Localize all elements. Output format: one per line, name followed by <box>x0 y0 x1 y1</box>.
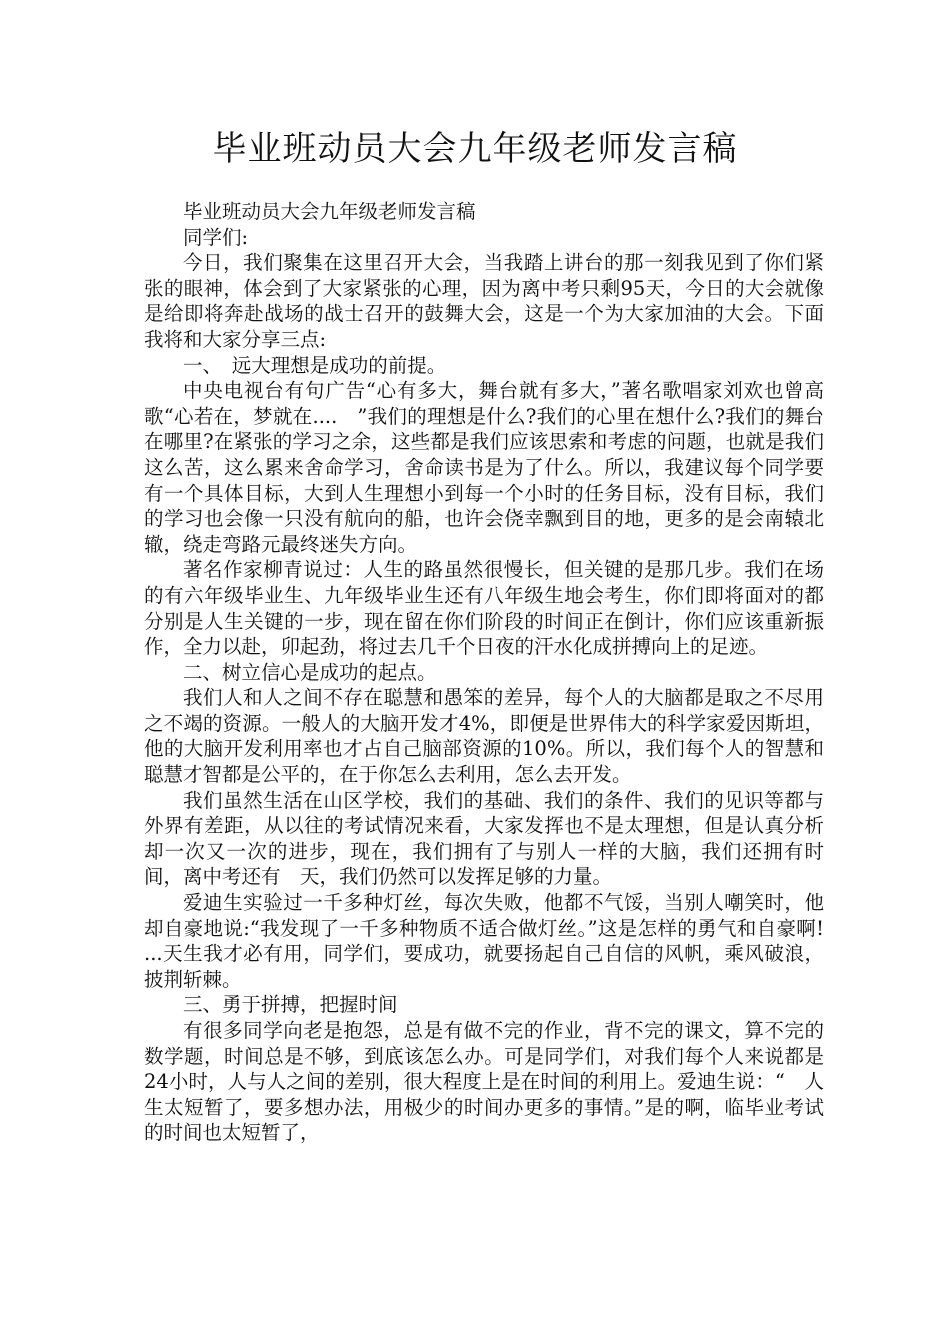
paragraph-salutation: 同学们: <box>183 225 249 249</box>
paragraph-intro: 今日，我们聚集在这里召开大会，当我踏上讲台的那一刻我见到了你们紧张的眼神，体会到了大家紧张的心理，因为离中考只剩95天，今日的大会就像是给即将奔赴战场的战士召开的鼓舞大会，这是一个为大家加油的大会。下面我将和大家分享三点: <box>144 251 824 351</box>
document-body <box>144 199 824 1146</box>
paragraph: 有很多同学向老是抱怨，总是有做不完的作业，背不完的课文，算不完的数学题，时间总是不够，到底该怎么办。可是同学们，对我们每个人来说都是24小时，人与人之间的差别，很大程度上是在时间的利用上。爱迪生说：“ 人生太短暂了，要多想办法，用极少的时间办更多的事情。”是的啊，临毕业考试的时间也太短暂了， <box>144 1019 824 1145</box>
paragraph: 著名作家柳青说过：人生的路虽然很慢长，但关键的是那几步。我们在场的有六年级毕业生、九年级毕业生还有八年级生地会考生，你们即将面对的都分别是人生关键的一步，现在留在你们阶段的时间正在倒计，你们应该重新振作，全力以赴，卯起劲，将过去几千个日夜的汗水化成拼搏向上的足迹。 <box>144 558 824 659</box>
section-heading-2: 二、树立信心是成功的起点。 <box>183 660 437 684</box>
paragraph-subtitle: 毕业班动员大会九年级老师发言稿 <box>183 200 476 223</box>
paragraph: 我们虽然生活在山区学校，我们的基础、我们的条件、我们的见识等都与外界有差距，从以往的考试情况来看，大家发挥也不是太理想，但是认真分析却一次又一次的进步，现在，我们拥有了与别人一样的大脑，我们还拥有时间，离中考还有 天，我们仍然可以发挥足够的力量。 <box>144 788 824 889</box>
section-heading-3: 三、勇于拼搏，把握时间 <box>183 993 398 1017</box>
paragraph: 中央电视台有句广告“心有多大，舞台就有多大，”著名歌唱家刘欢也曾高歌“心若在，梦就在.... ”我们的理想是什么?我们的心里在想什么?我们的舞台在哪里?在紧张的学习之余，这些都是我们应该思索和考虑的问题，也就是我们这么苦，这么累来舍命学习，舍命读书是为了什么。所以，我建议每个同学要有一个具体目标，大到人生理想小到每一个小时的任务目标，没有目标，我们的学习也会像一只没有航向的船，也许会侥幸飘到目的地，更多的是会南辕北辙，绕走弯路元最终迷失方向。 <box>144 379 824 556</box>
section-heading-1: 一、 远大理想是成功的前提。 <box>183 353 447 377</box>
document-title: 毕业班动员大会九年级老师发言稿 <box>212 129 738 169</box>
paragraph: 我们人和人之间不存在聪慧和愚笨的差异，每个人的大脑都是取之不尽用之不竭的资源。一般人的大脑开发才4%，即便是世界伟大的科学家爱因斯坦，他的大脑开发利用率也才占自己脑部资源的10%。所以，我们每个人的智慧和聪慧才智都是公平的，在于你怎么去利用，怎么去开发。 <box>144 686 824 787</box>
paragraph: 爱迪生实验过一千多种灯丝，每次失败，他都不气馁，当别人嘲笑时，他却自豪地说:“我发现了一千多种物质不适合做灯丝。”这是怎样的勇气和自豪啊! ...天生我才必有用，同学们，要成功，就要扬起自己自信的风帆，乘风破浪，披荆斩棘。 <box>144 891 824 991</box>
